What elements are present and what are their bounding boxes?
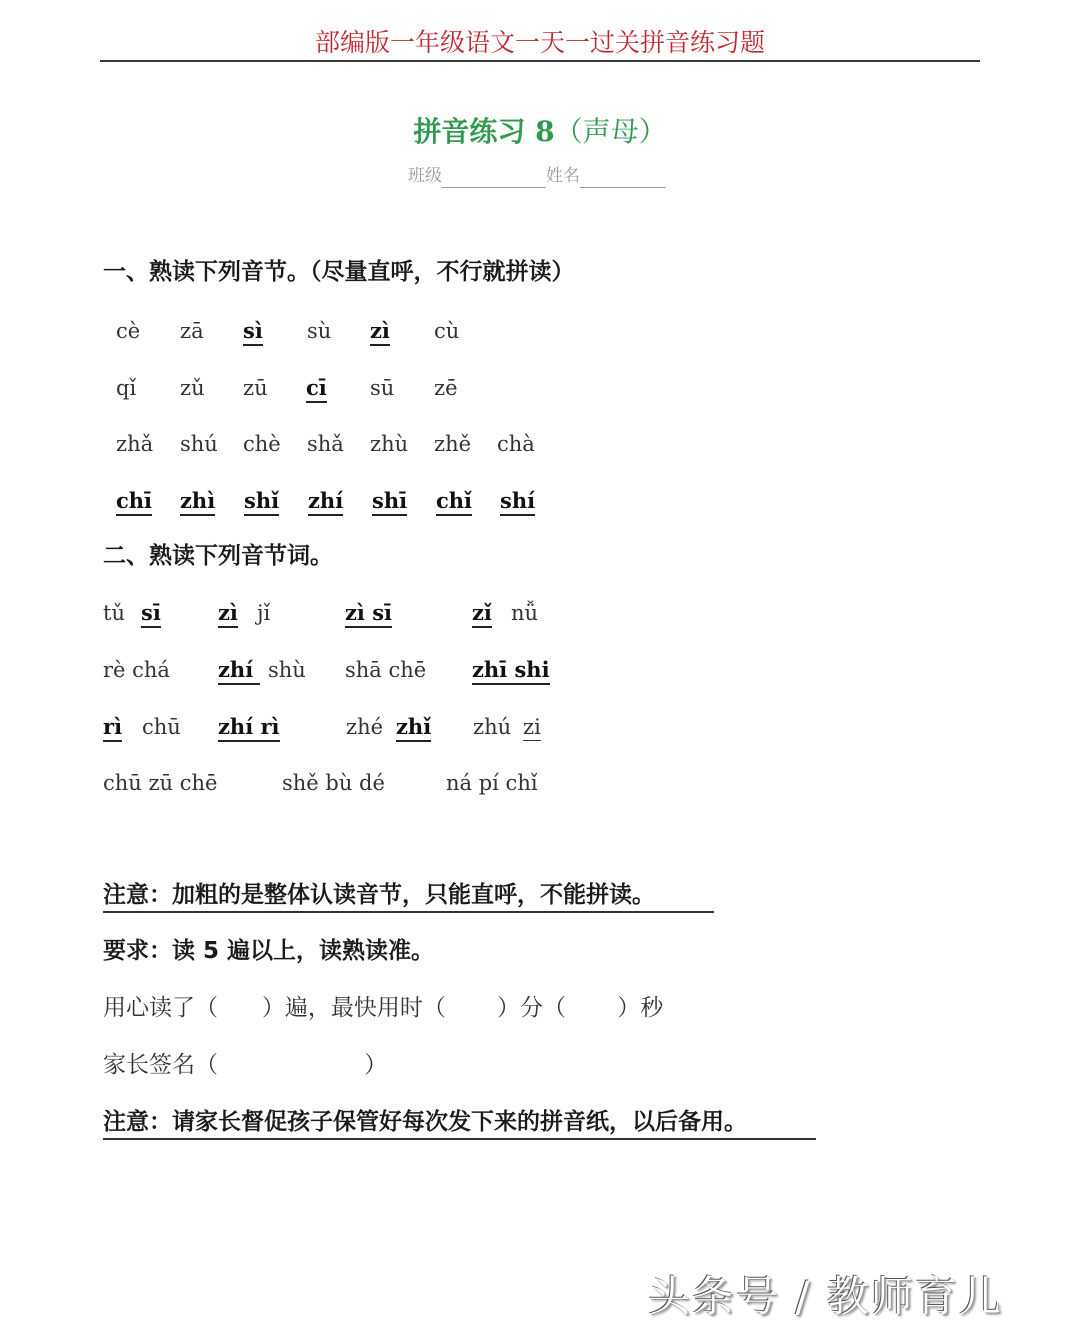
word: ná pí chǐ xyxy=(446,771,538,795)
word: shā chē xyxy=(345,658,427,682)
word: shù xyxy=(268,658,306,682)
word: zhú xyxy=(473,715,512,739)
syllable-bold: sì xyxy=(243,318,263,346)
word: shě bù dé xyxy=(282,771,385,795)
reading-record[interactable]: 用心读了（ ）遍，最快用时（ ）分（ ）秒 xyxy=(103,995,664,1021)
word-bold: sī xyxy=(141,600,161,628)
parent-signature[interactable]: 家长签名（ ） xyxy=(103,1052,388,1078)
page-header-title: 部编版一年级语文一天一过关拼音练习题 xyxy=(314,28,765,57)
syllable: sù xyxy=(307,319,332,343)
word: zhé xyxy=(346,715,384,739)
name-blank[interactable] xyxy=(580,169,666,188)
syllable: zǔ xyxy=(180,376,205,400)
word: chū xyxy=(142,715,181,739)
word-bold: zhī shi xyxy=(472,657,550,685)
class-label: 班级 xyxy=(408,166,442,186)
syllable: chà xyxy=(497,432,535,456)
note-bold-explanation: 注意：加粗的是整体认读音节，只能直呼，不能拼读。 xyxy=(103,879,714,913)
syllable-bold: zì xyxy=(370,318,390,346)
syllable-bold: zhì xyxy=(180,488,215,516)
syllable: zē xyxy=(434,376,458,400)
syllable: zā xyxy=(180,319,204,343)
word-bold: zhí rì xyxy=(218,714,280,742)
syllable: shú xyxy=(180,432,218,456)
syllable: zhě xyxy=(434,432,472,456)
section1-heading: 一、熟读下列音节。（尽量直呼，不行就拼读） xyxy=(103,259,575,285)
word-bold: rì xyxy=(103,714,122,742)
student-info xyxy=(408,164,666,188)
header-divider xyxy=(100,60,980,62)
word-bold: zhǐ xyxy=(396,714,431,742)
word: tǔ xyxy=(103,601,125,625)
word-bold: zì sī xyxy=(345,600,392,628)
worksheet-title-main: 拼音练习 8 xyxy=(413,115,555,148)
syllable-bold: shī xyxy=(372,488,407,516)
syllable-bold: chī xyxy=(116,488,152,516)
syllable: zhù xyxy=(370,432,409,456)
word-bold: zì xyxy=(218,600,238,628)
word: jǐ xyxy=(257,601,271,625)
name-label: 姓名 xyxy=(546,166,580,186)
syllable-bold: zhí xyxy=(308,488,343,516)
syllable-bold: chǐ xyxy=(436,488,472,516)
word: nǚ xyxy=(511,601,539,625)
note-keep-papers: 注意：请家长督促孩子保管好每次发下来的拼音纸，以后备用。 xyxy=(103,1106,816,1140)
class-blank[interactable] xyxy=(442,169,546,188)
syllable: shǎ xyxy=(307,432,344,456)
word: rè chá xyxy=(103,658,170,682)
word-underlined: zi xyxy=(523,715,541,739)
requirement-text: 要求：读 5 遍以上，读熟读准。 xyxy=(103,938,435,964)
word-bold: zǐ xyxy=(472,600,492,628)
worksheet-title-sub: （声母） xyxy=(554,115,667,148)
syllable-bold: shí xyxy=(500,488,535,516)
syllable: qǐ xyxy=(116,376,137,400)
syllable: zū xyxy=(243,376,268,400)
watermark: 头条号 / 教师育儿 xyxy=(648,1272,1003,1321)
word: chū zū chē xyxy=(103,771,218,795)
syllable: zhǎ xyxy=(116,432,154,456)
syllable-bold: cī xyxy=(306,375,327,403)
syllable: cè xyxy=(116,319,141,343)
syllable: chè xyxy=(243,432,281,456)
section2-heading: 二、熟读下列音节词。 xyxy=(103,543,333,569)
syllable-bold: shǐ xyxy=(244,488,279,516)
syllable: cù xyxy=(434,319,460,343)
syllable: sū xyxy=(370,376,395,400)
word-bold: zhí xyxy=(218,657,260,685)
worksheet-title xyxy=(0,112,1080,152)
